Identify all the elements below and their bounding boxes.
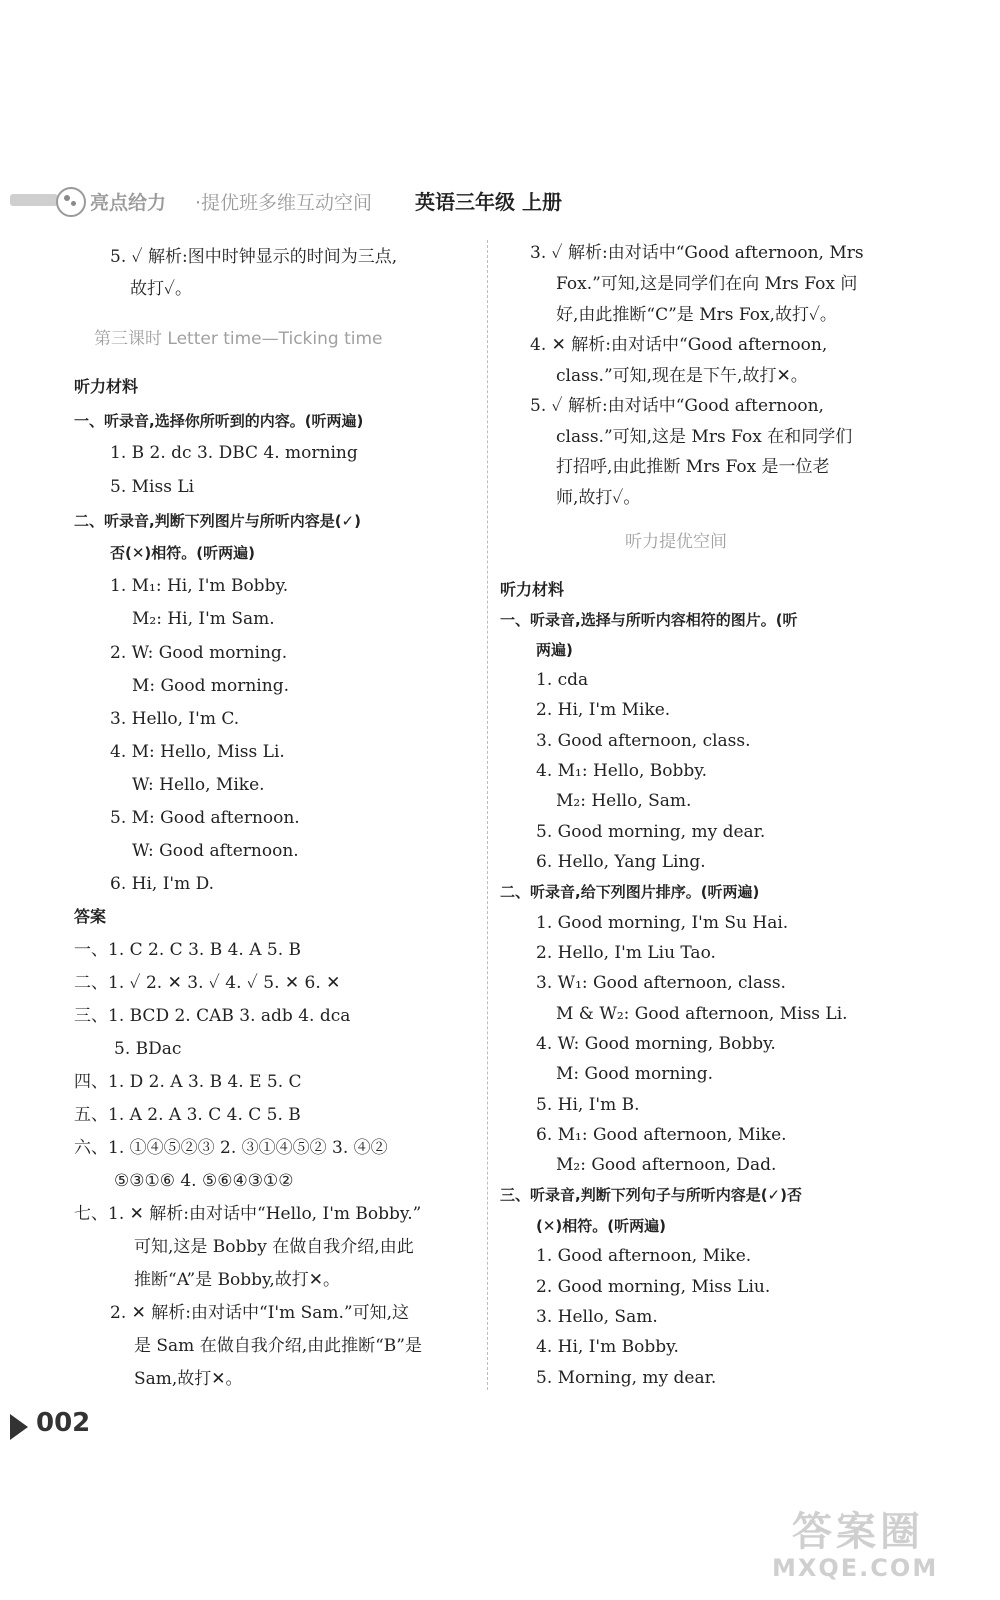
transcript-line: W: Hello, Mike.	[132, 775, 265, 795]
page-number-text: 002	[36, 1408, 91, 1438]
answer-line: 3. ✓ 解析:由对话中“Good afternoon, Mrs	[530, 243, 864, 263]
answer-line: 1. B 2. dc 3. DBC 4. morning	[110, 443, 358, 463]
watermark-logo-text: 答案圈	[792, 1509, 924, 1555]
section-heading: 听力提优空间	[625, 532, 727, 552]
answer-line: 一、1. C 2. C 3. B 4. A 5. B	[74, 940, 302, 960]
brand-logo-icon	[56, 187, 86, 217]
answer-line: 4. ✕ 解析:由对话中“Good afternoon,	[530, 335, 828, 355]
transcript-line: 6. M₁: Good afternoon, Mike.	[536, 1125, 787, 1145]
transcript-line: 3. Good afternoon, class.	[536, 731, 751, 751]
running-header	[10, 186, 610, 216]
answer-line: class.”可知,现在是下午,故打✕。	[556, 366, 808, 386]
transcript-line: 5. Good morning, my dear.	[536, 822, 766, 842]
answer-line: 是 Sam 在做自我介绍,由此推断“B”是	[134, 1336, 422, 1356]
answer-line: 三、1. BCD 2. CAB 3. adb 4. dca	[74, 1006, 351, 1026]
site-watermark	[752, 1500, 982, 1590]
transcript-line: M₂: Hi, I'm Sam.	[132, 609, 275, 629]
transcript-line: 4. Hi, I'm Bobby.	[536, 1337, 679, 1357]
transcript-line: M: Good morning.	[556, 1064, 713, 1084]
question-heading: 一、听录音,选择你所听到的内容。(听两遍)	[74, 412, 364, 430]
answer-line: 好,由此推断“C”是 Mrs Fox,故打✓。	[556, 305, 837, 325]
answer-line: 可知,这是 Bobby 在做自我介绍,由此	[134, 1237, 414, 1257]
question-heading: 一、听录音,选择与所听内容相符的图片。(听	[500, 611, 798, 629]
transcript-line: 2. W: Good morning.	[110, 643, 288, 663]
question-heading: 否(✕)相符。(听两遍)	[110, 544, 255, 562]
transcript-line: 1. cda	[536, 670, 589, 690]
answer-line: 5. Miss Li	[110, 477, 195, 497]
transcript-line: 2. Good morning, Miss Liu.	[536, 1277, 771, 1297]
answer-line: 打招呼,由此推断 Mrs Fox 是一位老	[556, 457, 830, 477]
section-title: 听力材料	[500, 580, 565, 599]
transcript-line: 2. Hi, I'm Mike.	[536, 700, 671, 720]
transcript-line: 5. Hi, I'm B.	[536, 1095, 640, 1115]
lesson-heading: 第三课时 Letter time—Ticking time	[94, 329, 383, 349]
question-heading: 三、听录音,判断下列句子与所听内容是(✓)否	[500, 1186, 802, 1204]
transcript-line: 4. M₁: Hello, Bobby.	[536, 761, 708, 781]
answer-line: 2. ✕ 解析:由对话中“I'm Sam.”可知,这	[110, 1303, 410, 1323]
answer-line: 故打✓。	[130, 279, 192, 299]
answer-line: ⑤③①⑥ 4. ⑤⑥④③①②	[114, 1171, 294, 1191]
answer-line: 六、1. ①④⑤②③ 2. ③①④⑤② 3. ④②	[74, 1138, 388, 1158]
transcript-line: 1. Good afternoon, Mike.	[536, 1246, 752, 1266]
answer-line: 五、1. A 2. A 3. C 4. C 5. B	[74, 1105, 301, 1125]
transcript-line: M₂: Hello, Sam.	[556, 791, 692, 811]
transcript-line: 3. Hello, I'm C.	[110, 709, 240, 729]
section-title: 答案	[74, 907, 107, 926]
question-heading: (✕)相符。(听两遍)	[536, 1217, 666, 1235]
answer-line: 推断“A”是 Bobby,故打✕。	[134, 1270, 341, 1290]
transcript-line: 6. Hello, Yang Ling.	[536, 852, 706, 872]
answer-line: 5. ✓ 解析:由对话中“Good afternoon,	[530, 396, 824, 416]
header-decor-bar	[10, 194, 58, 206]
answer-line: 四、1. D 2. A 3. B 4. E 5. C	[74, 1072, 302, 1092]
section-title: 听力材料	[74, 377, 139, 396]
answer-line: 5. BDac	[114, 1039, 182, 1059]
transcript-line: 4. M: Hello, Miss Li.	[110, 742, 285, 762]
answer-line: 二、1. ✓ 2. ✕ 3. ✓ 4. ✓ 5. ✕ 6. ✕	[74, 973, 341, 993]
question-heading: 二、听录音,判断下列图片与所听内容是(✓)	[74, 512, 361, 530]
series-name: ·提优班多维互动空间	[195, 192, 373, 214]
transcript-line: 2. Hello, I'm Liu Tao.	[536, 943, 716, 963]
transcript-line: M & W₂: Good afternoon, Miss Li.	[556, 1004, 848, 1024]
answer-line: Fox.”可知,这是同学们在向 Mrs Fox 问	[556, 274, 858, 294]
question-heading: 二、听录音,给下列图片排序。(听两遍)	[500, 883, 760, 901]
transcript-line: 1. M₁: Hi, I'm Bobby.	[110, 576, 289, 596]
play-arrow-icon	[10, 1414, 28, 1440]
transcript-line: 1. Good morning, I'm Su Hai.	[536, 913, 789, 933]
answer-line: 师,故打✓。	[556, 488, 641, 508]
answer-line: class.”可知,这是 Mrs Fox 在和同学们	[556, 427, 853, 447]
transcript-line: 6. Hi, I'm D.	[110, 874, 215, 894]
transcript-line: 3. Hello, Sam.	[536, 1307, 658, 1327]
transcript-line: M₂: Good afternoon, Dad.	[556, 1155, 777, 1175]
transcript-line: M: Good morning.	[132, 676, 289, 696]
transcript-line: W: Good afternoon.	[132, 841, 299, 861]
transcript-line: 3. W₁: Good afternoon, class.	[536, 973, 786, 993]
brand-name: 亮点给力	[90, 192, 167, 214]
answer-line: 七、1. ✕ 解析:由对话中“Hello, I'm Bobby.”	[74, 1204, 422, 1224]
column-divider	[487, 240, 488, 1390]
question-heading: 两遍)	[536, 641, 573, 659]
transcript-line: 5. Morning, my dear.	[536, 1368, 717, 1388]
transcript-line: 5. M: Good afternoon.	[110, 808, 300, 828]
transcript-line: 4. W: Good morning, Bobby.	[536, 1034, 776, 1054]
watermark-url: MXQE.COM	[772, 1554, 939, 1582]
book-subject: 英语三年级 上册	[415, 190, 562, 214]
answer-line: Sam,故打✕。	[134, 1369, 243, 1389]
answer-line: 5. ✓ 解析:图中时钟显示的时间为三点,	[110, 247, 398, 267]
